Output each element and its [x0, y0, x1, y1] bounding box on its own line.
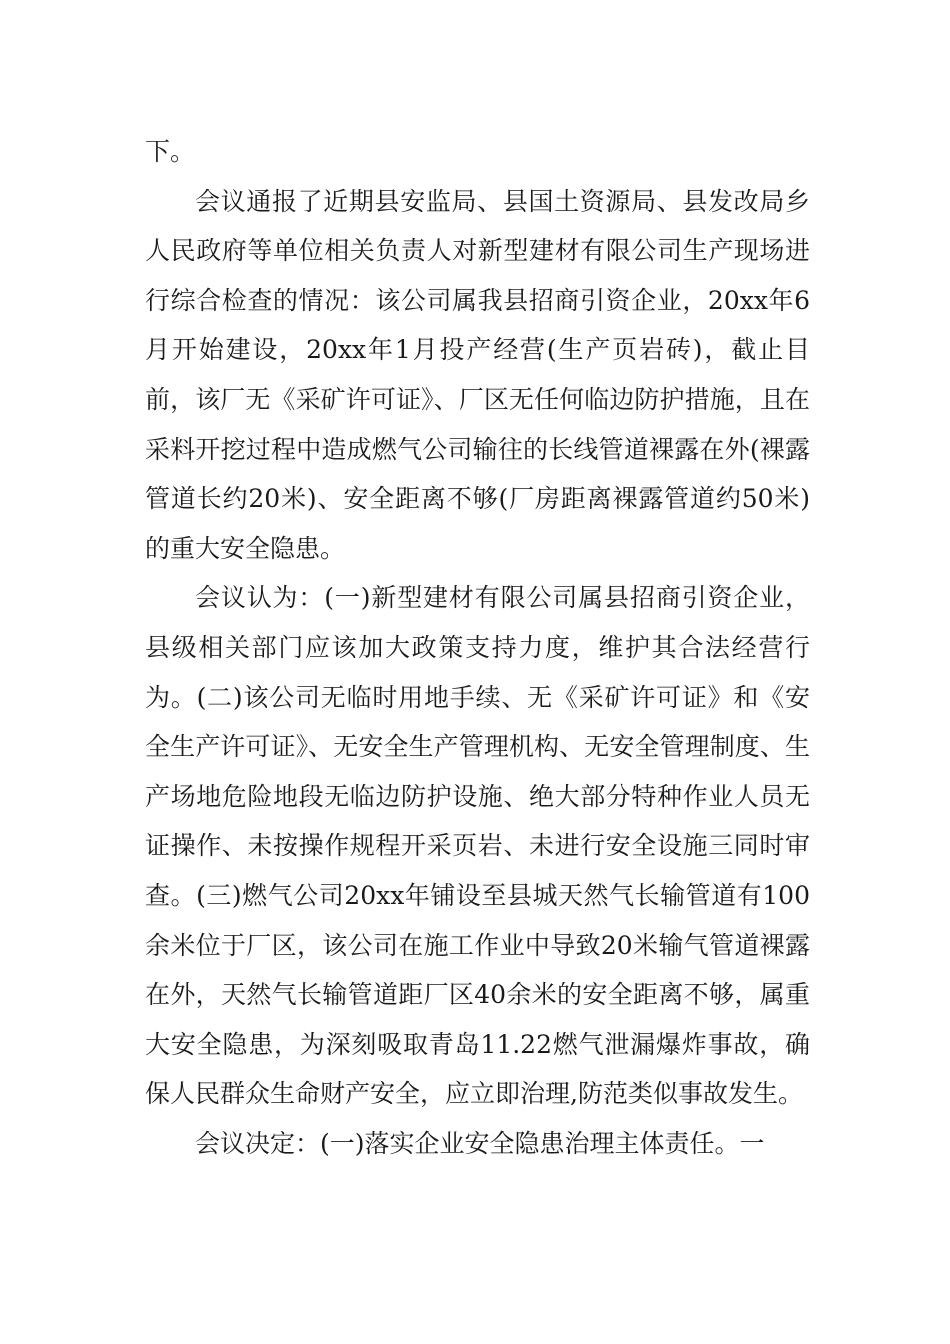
document-body	[145, 127, 810, 1168]
paragraph-meeting-opinion: 会议认为：(一)新型建材有限公司属县招商引资企业，县级相关部门应该加大政策支持力度，维护其合法经营行为。(二)该公司无临时用地手续、无《采矿许可证》和《安全生产许可证》、无安全生产管理机构、无安全管理制度、生产场地危险地段无临边防护设施、绝大部分特种作业人员无证操作、未按操作规程开采页岩、未进行安全设施三同时审查。(三)燃气公司20xx年铺设至县城天然气长输管道有100余米位于厂区，该公司在施工作业中导致20米输气管道裸露在外，天然气长输管道距厂区40余米的安全距离不够，属重大安全隐患，为深刻吸取青岛11.22燃气泄漏爆炸事故，确保人民群众生命财产安全，应立即治理,防范类似事故发生。	[145, 583, 810, 1109]
paragraph-meeting-decision: 会议决定：(一)落实企业安全隐患治理主体责任。一	[195, 1128, 765, 1158]
paragraph-continuation: 下。	[145, 137, 196, 166]
paragraph-inspection-report: 会议通报了近期县安监局、县国土资源局、县发改局乡人民政府等单位相关负责人对新型建材有限公司生产现场进行综合检查的情况：该公司属我县招商引资企业，20xx年6月开始建设，20xx年1月投产经营(生产页岩砖)，截止目前，该厂无《采矿许可证》、厂区无任何临边防护措施，且在采料开挖过程中造成燃气公司输往的长线管道裸露在外(裸露管道长约20米)、安全距离不够(厂房距离裸露管道约50米)的重大安全隐患。	[145, 186, 810, 563]
